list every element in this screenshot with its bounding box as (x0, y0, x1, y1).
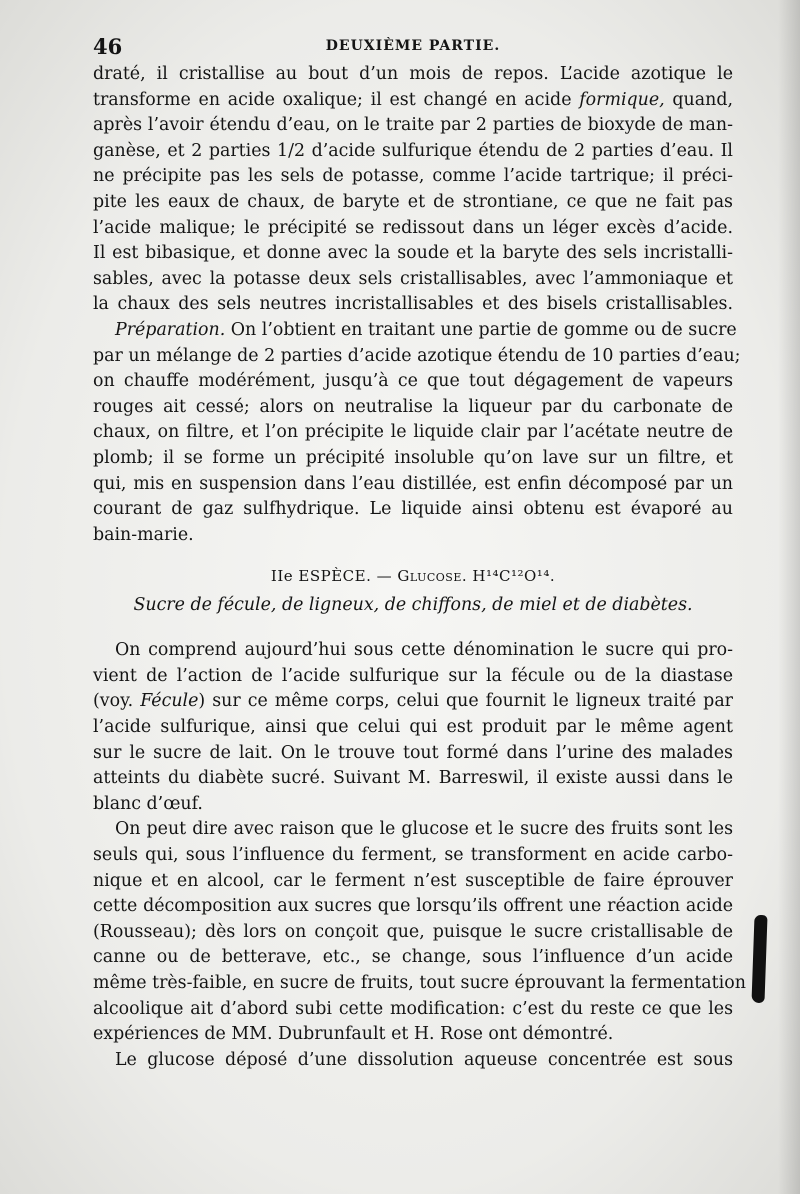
text-line: la chaux des sels neutres incristallisables et des bisels cristallisables. (93, 294, 733, 315)
text-line: blanc d’œuf. (93, 793, 203, 814)
text-line: transforme en acide oxalique; il est changé en acide formique, quand, (93, 89, 733, 110)
text-line: draté, il cristallise au bout d’un mois de repos. L’acide azotique le (93, 64, 733, 84)
text-line (93, 318, 737, 344)
text-line: alcoolique ait d’abord subi cette modification: c’est du reste ce que les (93, 998, 733, 1019)
paragraph-1 (93, 62, 733, 318)
text-line: même très-faible, en sucre de fruits, tout sucre éprouvant la fermentation (93, 973, 746, 993)
text-line: ne précipite pas les sels de potasse, comme l’acide tartrique; il préci- (93, 166, 733, 187)
text-line: pite les eaux de chaux, de baryte et de strontiane, ce que ne fait pas (93, 191, 733, 212)
text-line: On peut dire avec raison que le glucose et le sucre des fruits sont les (115, 819, 733, 840)
text-line: rouges ait cessé; alors on neutralise la liqueur par du carbonate de (93, 396, 733, 417)
text-line: sur le sucre de lait. On le trouve tout formé dans l’urine des malades (93, 742, 733, 763)
text-line: cette décomposition aux sucres que lorsqu’ils offrent une réaction acide (93, 896, 733, 917)
text-line: qui, mis en suspension dans l’eau distillée, est enfin décomposé par un (93, 473, 733, 494)
text-line: par un mélange de 2 parties d’acide azotique étendu de 10 parties d’eau; (93, 345, 741, 366)
text-line: canne ou de betterave, etc., se change, sous l’influence d’un acide (93, 947, 733, 968)
text-line: ganèse, et 2 parties 1/2 d’acide sulfurique étendu de 2 parties d’eau. Il (93, 140, 733, 161)
text-line: expériences de MM. Dubrunfault et H. Rose ont démontré. (93, 1024, 614, 1045)
text-line: Il est bibasique, et donne avec la soude et la baryte des sels incristalli- (93, 243, 733, 264)
section-heading (93, 562, 733, 590)
text-line: l’acide sulfurique, ainsi que celui qui est produit par le même agent (93, 717, 733, 738)
preparation-lead: Préparation. (115, 319, 226, 340)
running-title: DEUXIÈME PARTIE. (325, 38, 501, 54)
paragraph-preparation (93, 318, 741, 548)
text-line: sables, avec la potasse deux sels cristallisables, avec l’ammoniaque et (93, 268, 733, 289)
text-line: vient de l’action de l’acide sulfurique sur la fécule ou de la diastase (93, 665, 733, 686)
body-text (93, 62, 746, 1073)
text-line: bain-marie. (93, 524, 194, 545)
section-formula: H¹⁴C¹²O¹⁴. (467, 567, 556, 586)
paragraph-3 (93, 638, 733, 817)
text-line: on chauffe modérément, jusqu’à ce que tout dégagement de vapeurs (93, 371, 733, 392)
paragraph-4 (93, 817, 746, 1047)
text-line: (voy. Fécule) sur ce même corps, celui que fournit le ligneux traité par (93, 691, 733, 712)
ink-mark (751, 915, 767, 1003)
text-line: seuls qui, sous l’influence du ferment, se transforment en acide carbo- (93, 845, 733, 866)
text-line: chaux, on filtre, et l’on précipite le liquide clair par l’acétate neutre de (93, 422, 733, 443)
text-line: courant de gaz sulfhydrique. Le liquide ainsi obtenu est évaporé au (93, 499, 733, 520)
text-line: On comprend aujourd’hui sous cette dénomination le sucre qui pro- (115, 640, 733, 661)
page-header (93, 34, 733, 58)
text-line: après l’avoir étendu d’eau, on le traite par 2 parties de bioxyde de man- (93, 115, 733, 136)
section-number: IIe ESPÈCE. — (270, 567, 398, 586)
text-line: Le glucose déposé d’une dissolution aqueuse concentrée est sous (115, 1049, 733, 1070)
page-edge-shadow (778, 0, 800, 1194)
paragraph-5 (93, 1048, 733, 1074)
text-line: (Rousseau); dès lors on conçoit que, puisque le sucre cristallisable de (93, 921, 733, 942)
text-line: nique et en alcool, car le ferment n’est susceptible de faire éprouver (93, 870, 733, 891)
preparation-first-line: On l’obtient en traitant une partie de gomme ou de sucre (225, 319, 737, 340)
text-line: atteints du diabète sucré. Suivant M. Barreswil, il existe aussi dans le (93, 768, 733, 789)
text-line: plomb; il se forme un précipité insoluble qu’on lave sur un filtre, et (93, 447, 733, 468)
section-name: Glucose. (397, 567, 468, 586)
section-subheading: Sucre de fécule, de ligneux, de chiffons, de miel et de diabètes. (133, 595, 693, 616)
page-number: 46 (93, 34, 123, 59)
text-line: l’acide malique; le précipité se redissout dans un léger excès d’acide. (93, 217, 733, 238)
